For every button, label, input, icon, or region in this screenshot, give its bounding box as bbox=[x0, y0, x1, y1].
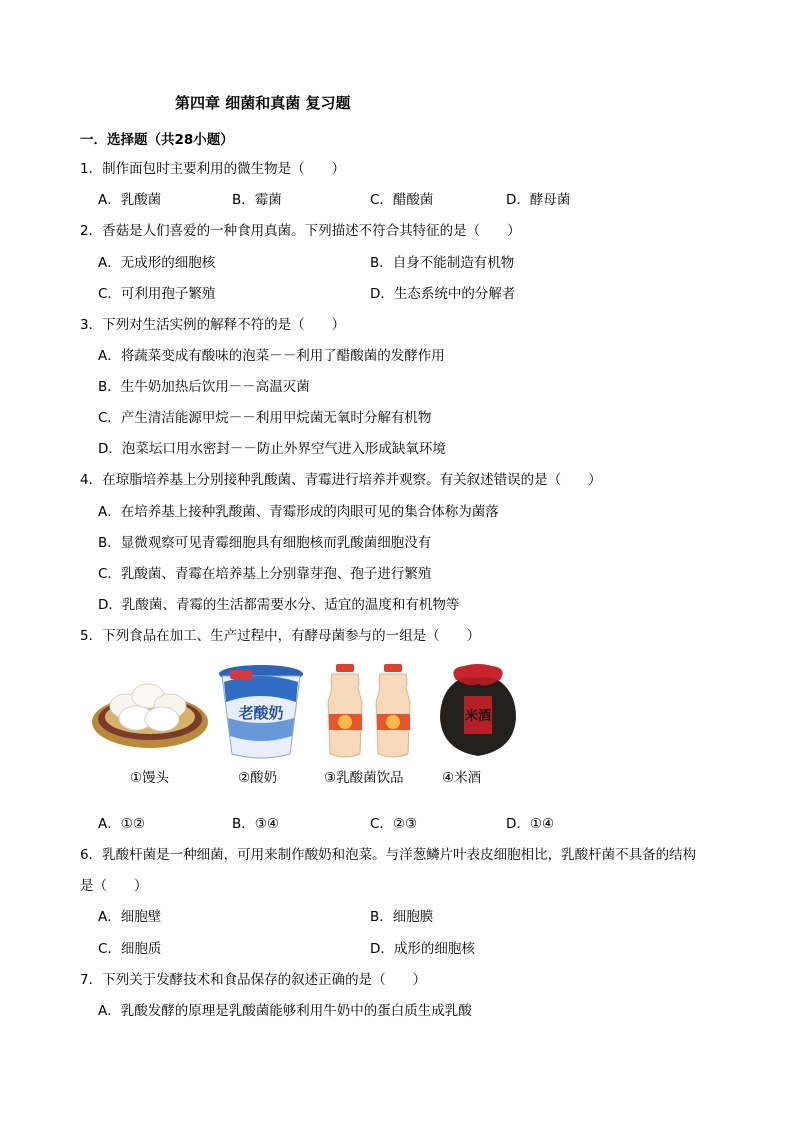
option-a: A．在培养基上接种乳酸菌、青霉形成的肉眼可见的集合体称为菌落 bbox=[98, 504, 499, 520]
option-b: B．显微观察可见青霉细胞具有细胞核而乳酸菌细胞没有 bbox=[98, 535, 432, 551]
option-d: D．成形的细胞核 bbox=[370, 941, 475, 957]
yogurt-cup-image bbox=[216, 662, 306, 762]
question-6-stem: 6．乳酸杆菌是一种细菌，可用来制作酸奶和泡菜。与洋葱鳞片叶表皮细胞相比，乳酸杆菌不具备的结构 bbox=[80, 847, 697, 863]
question-7-stem: 7．下列关于发酵技术和食品保存的叙述正确的是（ ） bbox=[80, 972, 427, 988]
section-heading: 一．选择题（共28小题） bbox=[80, 132, 234, 148]
option-a: A．乳酸菌 bbox=[98, 192, 162, 208]
option-b: B．生牛奶加热后饮用－－高温灭菌 bbox=[98, 379, 310, 395]
option-d: D．泡菜坛口用水密封－－防止外界空气进入形成缺氧环境 bbox=[98, 441, 446, 457]
option-c: C．产生清洁能源甲烷－－利用甲烷菌无氧时分解有机物 bbox=[98, 410, 432, 426]
figure-caption-3: ③乳酸菌饮品 bbox=[324, 770, 404, 786]
question-5-stem: 5．下列食品在加工、生产过程中，有酵母菌参与的一组是（ ） bbox=[80, 628, 481, 644]
option-a: A．无成形的细胞核 bbox=[98, 255, 216, 271]
rice-wine-jar-image bbox=[428, 662, 528, 762]
food-figures bbox=[88, 662, 538, 786]
figure-caption-2: ②酸奶 bbox=[238, 770, 278, 786]
question-1-stem: 1．制作面包时主要利用的微生物是（ ） bbox=[80, 161, 346, 177]
option-a: A．将蔬菜变成有酸味的泡菜－－利用了醋酸菌的发酵作用 bbox=[98, 348, 445, 364]
option-a: A．①② bbox=[98, 816, 145, 832]
option-b: B．自身不能制造有机物 bbox=[370, 255, 515, 271]
option-c: C．②③ bbox=[370, 816, 418, 832]
option-c: C．可利用孢子繁殖 bbox=[98, 286, 216, 302]
question-6-stem-continued: 是（ ） bbox=[80, 878, 148, 894]
option-d: D．酵母菌 bbox=[506, 192, 571, 208]
option-b: B．霉菌 bbox=[232, 192, 282, 208]
wine-label: 米酒 bbox=[464, 709, 492, 724]
option-a: A．细胞壁 bbox=[98, 909, 162, 925]
figure-caption-4: ④米酒 bbox=[442, 770, 482, 786]
option-b: B．细胞膜 bbox=[370, 909, 434, 925]
option-c: C．细胞质 bbox=[98, 941, 162, 957]
option-d: D．①④ bbox=[506, 816, 555, 832]
option-c: C．醋酸菌 bbox=[370, 192, 434, 208]
option-d: D．生态系统中的分解者 bbox=[370, 286, 516, 302]
question-2-stem: 2．香菇是人们喜爱的一种食用真菌。下列描述不符合其特征的是（ ） bbox=[80, 223, 521, 239]
yogurt-label: 老酸奶 bbox=[238, 704, 284, 722]
page-title: 第四章 细菌和真菌 复习题 bbox=[175, 94, 351, 112]
option-a: A．乳酸发酵的原理是乳酸菌能够利用牛奶中的蛋白质生成乳酸 bbox=[98, 1003, 472, 1019]
question-4-stem: 4．在琼脂培养基上分别接种乳酸菌、青霉进行培养并观察。有关叙述错误的是（ ） bbox=[80, 472, 602, 488]
steamed-buns-image bbox=[88, 662, 213, 762]
option-d: D．乳酸菌、青霉的生活都需要水分、适宜的温度和有机物等 bbox=[98, 597, 460, 613]
lactic-drink-bottles-image bbox=[320, 662, 420, 762]
figure-caption-1: ①馒头 bbox=[130, 770, 170, 786]
option-c: C．乳酸菌、青霉在培养基上分别靠芽孢、孢子进行繁殖 bbox=[98, 566, 432, 582]
option-b: B．③④ bbox=[232, 816, 279, 832]
question-3-stem: 3．下列对生活实例的解释不符的是（ ） bbox=[80, 317, 346, 333]
